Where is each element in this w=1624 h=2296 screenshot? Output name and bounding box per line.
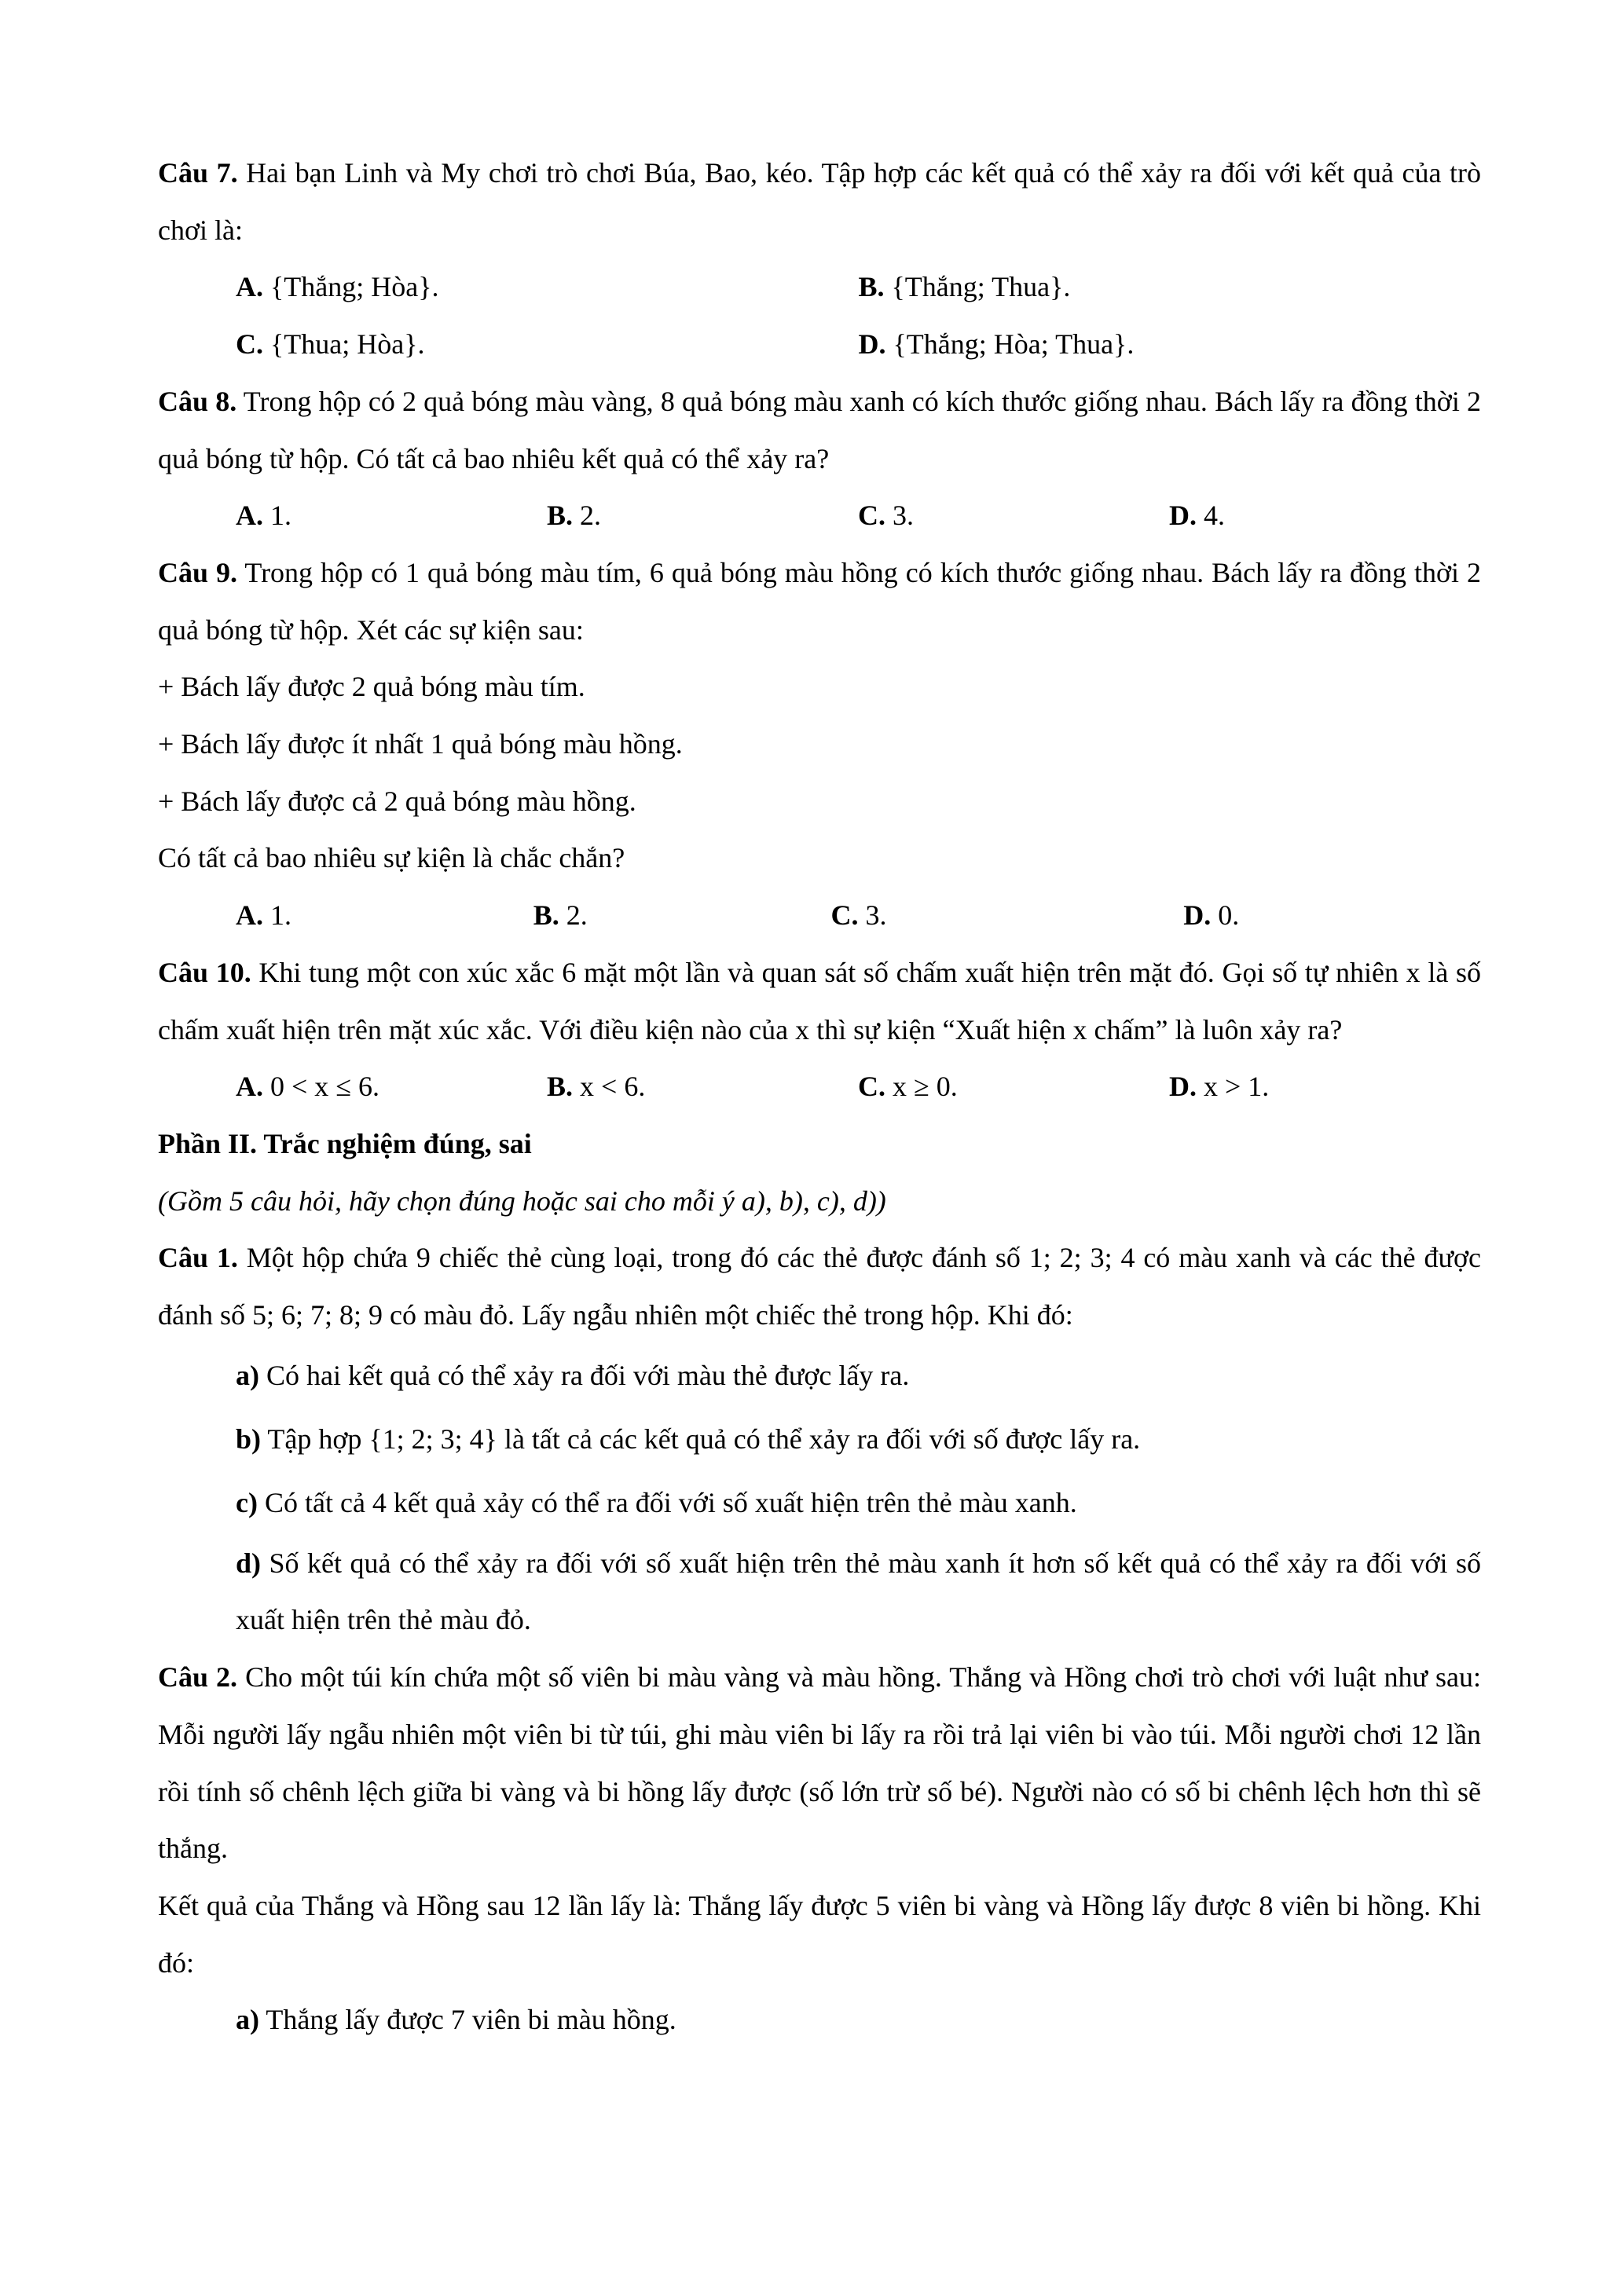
statement-a bbox=[158, 1344, 1481, 1408]
option-a bbox=[236, 887, 533, 944]
option-text: {Thua; Hòa}. bbox=[263, 328, 425, 361]
statement-text: Số kết quả có thể xảy ra đối với số xuất hiện trên thẻ màu xanh ít hơn số kết quả có thể xảy ra đối với số xuất hiện trên thẻ màu đỏ. bbox=[236, 1547, 1481, 1636]
question-9-prompt: Có tất cả bao nhiêu sự kiện là chắc chắn? bbox=[158, 842, 625, 874]
option-key: D. bbox=[1183, 899, 1212, 932]
option-key: C. bbox=[858, 1071, 885, 1103]
option-d bbox=[1183, 887, 1481, 944]
question-label: Câu 2. bbox=[158, 1661, 238, 1694]
option-a bbox=[236, 258, 859, 316]
tf-question-2 bbox=[158, 1649, 1481, 1877]
option-a bbox=[236, 1058, 547, 1115]
option-text: x ≥ 0. bbox=[885, 1071, 958, 1103]
document-page bbox=[158, 145, 1481, 2049]
option-c bbox=[858, 1058, 1169, 1115]
question-10 bbox=[158, 944, 1481, 1058]
question-text: Hai bạn Linh và My chơi trò chơi Búa, Bao, kéo. Tập hợp các kết quả có thể xảy ra đối với kết quả của trò chơi là: bbox=[158, 157, 1481, 246]
option-text: 2. bbox=[559, 899, 588, 932]
statement-text: Có hai kết quả có thể xảy ra đối với màu thẻ được lấy ra. bbox=[259, 1359, 910, 1391]
question-text: Một hộp chứa 9 chiếc thẻ cùng loại, trong đó các thẻ được đánh số 1; 2; 3; 4 có màu xanh và các thẻ được đánh số 5; 6; 7; 8; 9 có màu đỏ. Lấy ngẫu nhiên một chiếc thẻ trong hộp. Khi đó: bbox=[158, 1242, 1481, 1331]
statement-key: a) bbox=[236, 1359, 259, 1391]
question-label: Câu 8. bbox=[158, 385, 237, 417]
section-note bbox=[158, 1173, 1481, 1230]
statement-d bbox=[158, 1535, 1481, 1649]
option-text: 1. bbox=[263, 500, 291, 532]
q7-options-row2 bbox=[158, 316, 1481, 373]
option-key: D. bbox=[1169, 500, 1197, 532]
q8-options bbox=[158, 487, 1481, 544]
event-3: + Bách lấy được cả 2 quả bóng màu hồng. bbox=[158, 785, 636, 817]
question-label: Câu 1. bbox=[158, 1242, 238, 1274]
option-b bbox=[547, 1058, 858, 1115]
option-b bbox=[859, 258, 1482, 316]
option-c bbox=[236, 316, 859, 373]
option-key: C. bbox=[858, 500, 885, 532]
statement-key: a) bbox=[236, 2004, 259, 2036]
option-text: 3. bbox=[885, 500, 914, 532]
tf-question-1 bbox=[158, 1229, 1481, 1343]
section-instructions: (Gồm 5 câu hỏi, hãy chọn đúng hoặc sai cho mỗi ý a), b), c), d)) bbox=[158, 1185, 886, 1217]
option-text: 3. bbox=[858, 899, 887, 932]
statement-b bbox=[158, 1408, 1481, 1471]
option-text: {Thắng; Hòa; Thua}. bbox=[885, 328, 1135, 361]
statement-a bbox=[158, 1991, 1481, 2049]
option-key: D. bbox=[1169, 1071, 1197, 1103]
event-1: + Bách lấy được 2 quả bóng màu tím. bbox=[158, 671, 585, 703]
option-c bbox=[858, 487, 1169, 544]
statement-text: Có tất cả 4 kết quả xảy có thể ra đối với số xuất hiện trên thẻ màu xanh. bbox=[257, 1486, 1077, 1518]
option-b bbox=[533, 887, 831, 944]
q7-options-row1 bbox=[158, 258, 1481, 316]
question-label: Câu 9. bbox=[158, 556, 238, 588]
question-7 bbox=[158, 145, 1481, 258]
question-text: Cho một túi kín chứa một số viên bi màu vàng và màu hồng. Thắng và Hồng chơi trò chơi với luật như sau: Mỗi người lấy ngẫu nhiên một viên bi từ túi, ghi màu viên bi lấy ra rồi trả lại viên bi vào túi. Mỗi người chơi 12 lần rồi tính số chênh lệch giữa bi vàng và bi hồng lấy được (số lớn trừ số bé). Người nào có số bi chênh lệch hơn thì sẽ thắng. bbox=[158, 1661, 1482, 1865]
section-heading bbox=[158, 1115, 1481, 1173]
question-8 bbox=[158, 373, 1481, 487]
option-a bbox=[236, 487, 547, 544]
option-text: 4. bbox=[1197, 500, 1225, 532]
tf-question-2-result: Kết quả của Thắng và Hồng sau 12 lần lấy là: Thắng lấy được 5 viên bi vàng và Hồng lấy được 8 viên bi hồng. Khi đó: bbox=[158, 1889, 1481, 1979]
statement-key: c) bbox=[236, 1486, 258, 1518]
statement-c bbox=[158, 1471, 1481, 1535]
option-b bbox=[547, 487, 858, 544]
option-key: A. bbox=[236, 500, 263, 532]
question-label: Câu 10. bbox=[158, 956, 251, 988]
question-text: Trong hộp có 2 quả bóng màu vàng, 8 quả bóng màu xanh có kích thước giống nhau. Bách lấy ra đồng thời 2 quả bóng từ hộp. Có tất cả bao nhiêu kết quả có thể xảy ra? bbox=[158, 385, 1482, 474]
option-key: C. bbox=[830, 899, 859, 932]
question-label: Câu 7. bbox=[158, 157, 238, 189]
option-key: B. bbox=[547, 500, 574, 532]
statement-key: b) bbox=[236, 1423, 262, 1455]
option-text: x > 1. bbox=[1197, 1071, 1270, 1103]
option-key: A. bbox=[236, 899, 263, 932]
option-key: A. bbox=[236, 271, 263, 303]
option-d bbox=[859, 316, 1482, 373]
option-text: x < 6. bbox=[573, 1071, 646, 1103]
statement-text: Thắng lấy được 7 viên bi màu hồng. bbox=[259, 2004, 676, 2036]
question-9 bbox=[158, 544, 1481, 658]
option-text: 0 < x ≤ 6. bbox=[263, 1071, 380, 1103]
option-key: A. bbox=[236, 1071, 263, 1103]
option-c bbox=[831, 887, 1129, 944]
option-d bbox=[1169, 1058, 1480, 1115]
option-key: C. bbox=[236, 328, 263, 361]
option-text: {Thắng; Hòa}. bbox=[263, 271, 439, 303]
option-key: B. bbox=[547, 1071, 574, 1103]
question-text: Trong hộp có 1 quả bóng màu tím, 6 quả bóng màu hồng có kích thước giống nhau. Bách lấy ra đồng thời 2 quả bóng từ hộp. Xét các sự kiện sau: bbox=[158, 556, 1482, 646]
option-key: D. bbox=[858, 328, 886, 361]
option-d bbox=[1169, 487, 1480, 544]
option-text: 0. bbox=[1211, 899, 1240, 932]
section-title: Phần II. Trắc nghiệm đúng, sai bbox=[158, 1127, 532, 1159]
option-key: B. bbox=[533, 899, 559, 932]
option-text: {Thắng; Thua}. bbox=[884, 271, 1071, 303]
q10-options bbox=[158, 1058, 1481, 1115]
q9-options bbox=[158, 887, 1481, 944]
statement-text: Tập hợp {1; 2; 3; 4} là tất cả các kết quả có thể xảy ra đối với số được lấy ra. bbox=[261, 1423, 1141, 1455]
option-text: 2. bbox=[573, 500, 602, 532]
statement-key: d) bbox=[236, 1547, 262, 1579]
question-text: Khi tung một con xúc xắc 6 mặt một lần và quan sát số chấm xuất hiện trên mặt đó. Gọi số tự nhiên x là số chấm xuất hiện trên mặt xúc xắc. Với điều kiện nào của x thì sự kiện “Xuất hiện x chấm” là luôn xảy ra? bbox=[158, 956, 1481, 1045]
option-key: B. bbox=[858, 271, 885, 303]
event-2: + Bách lấy được ít nhất 1 quả bóng màu hồng. bbox=[158, 728, 683, 760]
option-text: 1. bbox=[263, 899, 291, 932]
